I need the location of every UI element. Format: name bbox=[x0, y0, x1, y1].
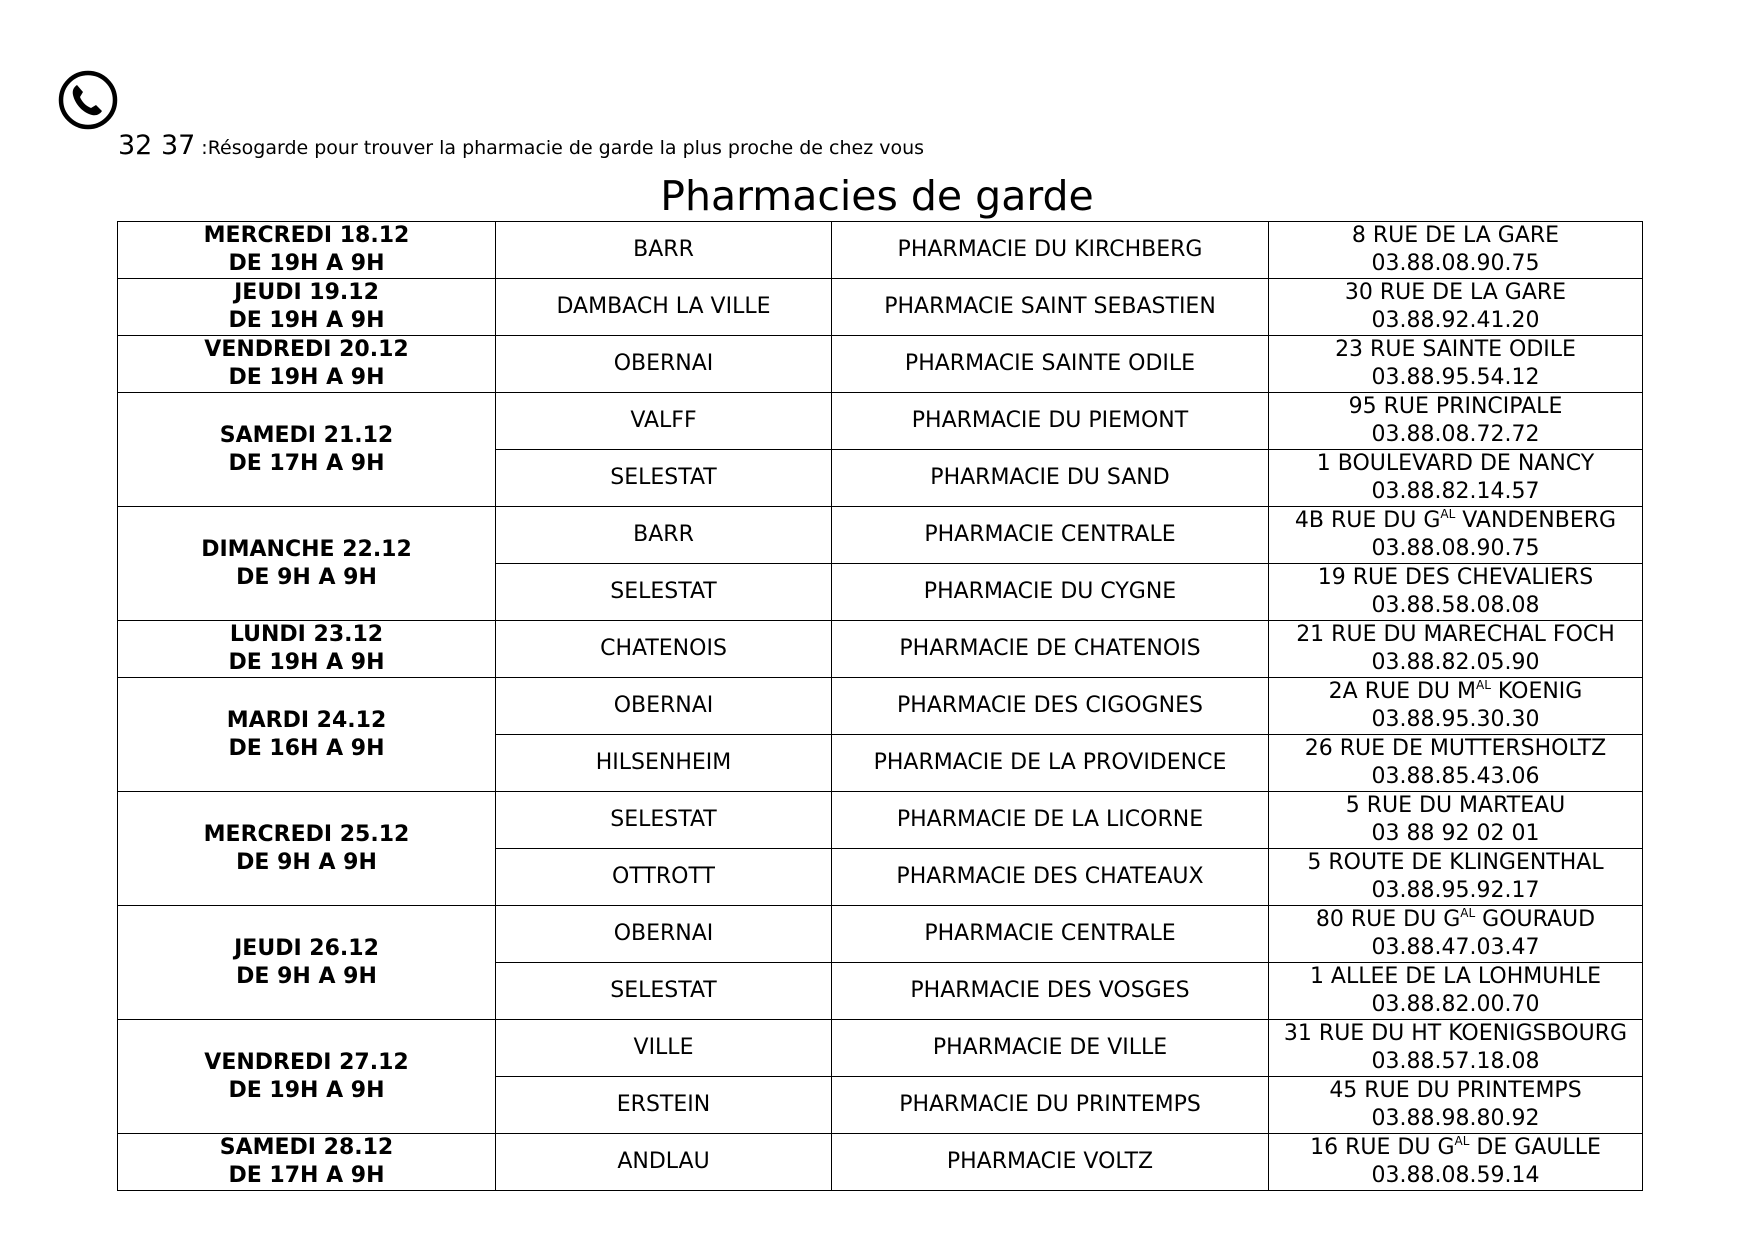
pharmacy-name-cell: PHARMACIE CENTRALE bbox=[832, 906, 1269, 963]
phone-number: 03.88.08.90.75 bbox=[1371, 536, 1540, 561]
pharmacy-name-cell: PHARMACIE DU PIEMONT bbox=[832, 393, 1269, 450]
address-cell bbox=[1269, 1134, 1643, 1191]
table-row bbox=[118, 279, 1643, 336]
day-label: JEUDI 19.12 bbox=[234, 280, 379, 305]
address-cell bbox=[1269, 906, 1643, 963]
table-row bbox=[118, 678, 1643, 735]
table-row bbox=[118, 1020, 1643, 1077]
address-part: 4B RUE DU G bbox=[1294, 508, 1441, 533]
phone-number: 03.88.82.05.90 bbox=[1371, 650, 1540, 675]
address-line: 1 BOULEVARD DE NANCY bbox=[1316, 451, 1595, 476]
phone-number: 03.88.92.41.20 bbox=[1371, 308, 1540, 333]
table-row bbox=[118, 222, 1643, 279]
pharmacy-name-cell: PHARMACIE DE CHATENOIS bbox=[832, 621, 1269, 678]
phone-number: 03.88.58.08.08 bbox=[1371, 593, 1540, 618]
pharmacy-schedule-table bbox=[117, 221, 1643, 1191]
day-hours: DE 19H A 9H bbox=[228, 650, 385, 675]
city-cell: SELESTAT bbox=[496, 792, 832, 849]
day-cell bbox=[118, 792, 496, 906]
address-cell bbox=[1269, 792, 1643, 849]
day-label: JEUDI 26.12 bbox=[234, 935, 379, 961]
phone-icon bbox=[58, 70, 118, 130]
pharmacy-name-cell: PHARMACIE DES CHATEAUX bbox=[832, 849, 1269, 906]
address-cell bbox=[1269, 621, 1643, 678]
day-hours: DE 19H A 9H bbox=[228, 1077, 385, 1103]
city-cell: CHATENOIS bbox=[496, 621, 832, 678]
day-hours: DE 17H A 9H bbox=[228, 450, 385, 476]
table-row bbox=[118, 507, 1643, 564]
address-cell bbox=[1269, 393, 1643, 450]
address-cell bbox=[1269, 507, 1643, 564]
day-hours: DE 19H A 9H bbox=[228, 308, 385, 333]
address-cell bbox=[1269, 1020, 1643, 1077]
phone-number: 03.88.57.18.08 bbox=[1371, 1049, 1540, 1074]
address-line: 95 RUE PRINCIPALE bbox=[1348, 394, 1563, 419]
day-label: MERCREDI 25.12 bbox=[203, 821, 410, 847]
day-hours: DE 17H A 9H bbox=[228, 1163, 385, 1188]
city-cell: OBERNAI bbox=[496, 906, 832, 963]
address-cell bbox=[1269, 1077, 1643, 1134]
address-line bbox=[1269, 678, 1642, 706]
table-row bbox=[118, 906, 1643, 963]
day-label: DIMANCHE 22.12 bbox=[201, 536, 412, 562]
table-row bbox=[118, 621, 1643, 678]
phone-number: 03 88 92 02 01 bbox=[1371, 821, 1540, 846]
address-line: 26 RUE DE MUTTERSHOLTZ bbox=[1304, 736, 1607, 761]
city-cell: SELESTAT bbox=[496, 963, 832, 1020]
day-label: MARDI 24.12 bbox=[226, 707, 387, 733]
day-hours: DE 19H A 9H bbox=[228, 365, 385, 390]
city-cell: HILSENHEIM bbox=[496, 735, 832, 792]
pharmacy-name-cell: PHARMACIE CENTRALE bbox=[832, 507, 1269, 564]
address-cell bbox=[1269, 564, 1643, 621]
address-part: DE GAULLE bbox=[1469, 1135, 1601, 1160]
day-label: LUNDI 23.12 bbox=[229, 622, 384, 647]
phone-number: 03.88.08.72.72 bbox=[1371, 422, 1540, 447]
day-cell bbox=[118, 279, 496, 336]
hotline-line bbox=[118, 130, 924, 161]
day-cell bbox=[118, 507, 496, 621]
city-cell: DAMBACH LA VILLE bbox=[496, 279, 832, 336]
phone-number: 03.88.95.30.30 bbox=[1371, 707, 1540, 732]
day-cell bbox=[118, 678, 496, 792]
address-part: KOENIG bbox=[1490, 679, 1583, 704]
address-line: 19 RUE DES CHEVALIERS bbox=[1317, 565, 1594, 590]
pharmacy-name-cell: PHARMACIE SAINTE ODILE bbox=[832, 336, 1269, 393]
address-superscript: AL bbox=[1454, 1134, 1470, 1148]
pharmacy-name-cell: PHARMACIE DU PRINTEMPS bbox=[832, 1077, 1269, 1134]
address-line: 5 ROUTE DE KLINGENTHAL bbox=[1307, 850, 1604, 875]
city-cell: OBERNAI bbox=[496, 678, 832, 735]
hotline-text: :Résogarde pour trouver la pharmacie de garde la plus proche de chez vous bbox=[201, 137, 925, 159]
phone-number: 03.88.08.90.75 bbox=[1371, 251, 1540, 276]
day-cell bbox=[118, 1020, 496, 1134]
day-hours: DE 9H A 9H bbox=[236, 564, 377, 590]
address-line: 30 RUE DE LA GARE bbox=[1344, 280, 1567, 305]
pharmacy-name-cell: PHARMACIE DE VILLE bbox=[832, 1020, 1269, 1077]
day-hours: DE 9H A 9H bbox=[236, 963, 377, 989]
phone-number: 03.88.95.54.12 bbox=[1371, 365, 1540, 390]
page-title: Pharmacies de garde bbox=[660, 172, 1094, 220]
address-line: 21 RUE DU MARECHAL FOCH bbox=[1296, 622, 1615, 647]
pharmacy-name-cell: PHARMACIE SAINT SEBASTIEN bbox=[832, 279, 1269, 336]
city-cell: ERSTEIN bbox=[496, 1077, 832, 1134]
address-part: 16 RUE DU G bbox=[1310, 1135, 1455, 1160]
phone-number: 03.88.08.59.14 bbox=[1371, 1163, 1540, 1188]
pharmacy-name-cell: PHARMACIE DU SAND bbox=[832, 450, 1269, 507]
day-cell bbox=[118, 393, 496, 507]
day-label: MERCREDI 18.12 bbox=[203, 223, 410, 248]
pharmacy-name-cell: PHARMACIE DU KIRCHBERG bbox=[832, 222, 1269, 279]
address-cell bbox=[1269, 735, 1643, 792]
address-part: 2A RUE DU M bbox=[1328, 679, 1476, 704]
address-line bbox=[1269, 1134, 1642, 1162]
day-hours: DE 19H A 9H bbox=[228, 251, 385, 276]
address-part: VANDENBERG bbox=[1455, 508, 1617, 533]
address-line: 23 RUE SAINTE ODILE bbox=[1335, 337, 1576, 362]
table-row bbox=[118, 792, 1643, 849]
address-cell bbox=[1269, 678, 1643, 735]
pharmacy-name-cell: PHARMACIE DES CIGOGNES bbox=[832, 678, 1269, 735]
city-cell: SELESTAT bbox=[496, 564, 832, 621]
address-line bbox=[1269, 507, 1642, 535]
address-line: 45 RUE DU PRINTEMPS bbox=[1329, 1078, 1582, 1103]
address-cell bbox=[1269, 279, 1643, 336]
address-line: 31 RUE DU HT KOENIGSBOURG bbox=[1283, 1021, 1628, 1046]
table-row bbox=[118, 1134, 1643, 1191]
phone-number: 03.88.98.80.92 bbox=[1371, 1106, 1540, 1131]
city-cell: SELESTAT bbox=[496, 450, 832, 507]
address-cell bbox=[1269, 336, 1643, 393]
city-cell: OTTROTT bbox=[496, 849, 832, 906]
day-label: VENDREDI 20.12 bbox=[204, 337, 409, 362]
address-line bbox=[1269, 906, 1642, 934]
pharmacy-name-cell: PHARMACIE DE LA PROVIDENCE bbox=[832, 735, 1269, 792]
city-cell: BARR bbox=[496, 222, 832, 279]
city-cell: ANDLAU bbox=[496, 1134, 832, 1191]
day-cell bbox=[118, 222, 496, 279]
address-line: 8 RUE DE LA GARE bbox=[1351, 223, 1560, 248]
phone-number: 03.88.85.43.06 bbox=[1371, 764, 1540, 789]
address-cell bbox=[1269, 963, 1643, 1020]
table-row bbox=[118, 336, 1643, 393]
day-label: SAMEDI 21.12 bbox=[219, 422, 394, 448]
phone-number: 03.88.95.92.17 bbox=[1371, 878, 1540, 903]
table-row bbox=[118, 393, 1643, 450]
pharmacy-name-cell: PHARMACIE DES VOSGES bbox=[832, 963, 1269, 1020]
address-superscript: AL bbox=[1460, 906, 1476, 920]
address-line: 5 RUE DU MARTEAU bbox=[1345, 793, 1566, 818]
address-cell bbox=[1269, 450, 1643, 507]
city-cell: BARR bbox=[496, 507, 832, 564]
day-label: SAMEDI 28.12 bbox=[219, 1135, 394, 1160]
day-cell bbox=[118, 336, 496, 393]
pharmacy-name-cell: PHARMACIE DE LA LICORNE bbox=[832, 792, 1269, 849]
phone-number: 03.88.82.00.70 bbox=[1371, 992, 1540, 1017]
day-cell bbox=[118, 621, 496, 678]
address-part: 80 RUE DU G bbox=[1315, 907, 1461, 932]
address-line: 1 ALLEE DE LA LOHMUHLE bbox=[1309, 964, 1602, 989]
pharmacy-name-cell: PHARMACIE VOLTZ bbox=[832, 1134, 1269, 1191]
phone-number: 03.88.47.03.47 bbox=[1371, 935, 1540, 960]
day-cell bbox=[118, 1134, 496, 1191]
city-cell: VILLE bbox=[496, 1020, 832, 1077]
city-cell: VALFF bbox=[496, 393, 832, 450]
address-part: GOURAUD bbox=[1475, 907, 1596, 932]
day-cell bbox=[118, 906, 496, 1020]
city-cell: OBERNAI bbox=[496, 336, 832, 393]
day-label: VENDREDI 27.12 bbox=[204, 1049, 409, 1075]
address-superscript: AL bbox=[1476, 678, 1491, 692]
day-hours: DE 16H A 9H bbox=[228, 735, 385, 761]
pharmacy-name-cell: PHARMACIE DU CYGNE bbox=[832, 564, 1269, 621]
day-hours: DE 9H A 9H bbox=[236, 849, 377, 875]
address-cell bbox=[1269, 849, 1643, 906]
address-superscript: AL bbox=[1440, 507, 1456, 521]
phone-number: 03.88.82.14.57 bbox=[1371, 479, 1540, 504]
address-cell bbox=[1269, 222, 1643, 279]
hotline-number: 32 37 bbox=[118, 130, 196, 161]
